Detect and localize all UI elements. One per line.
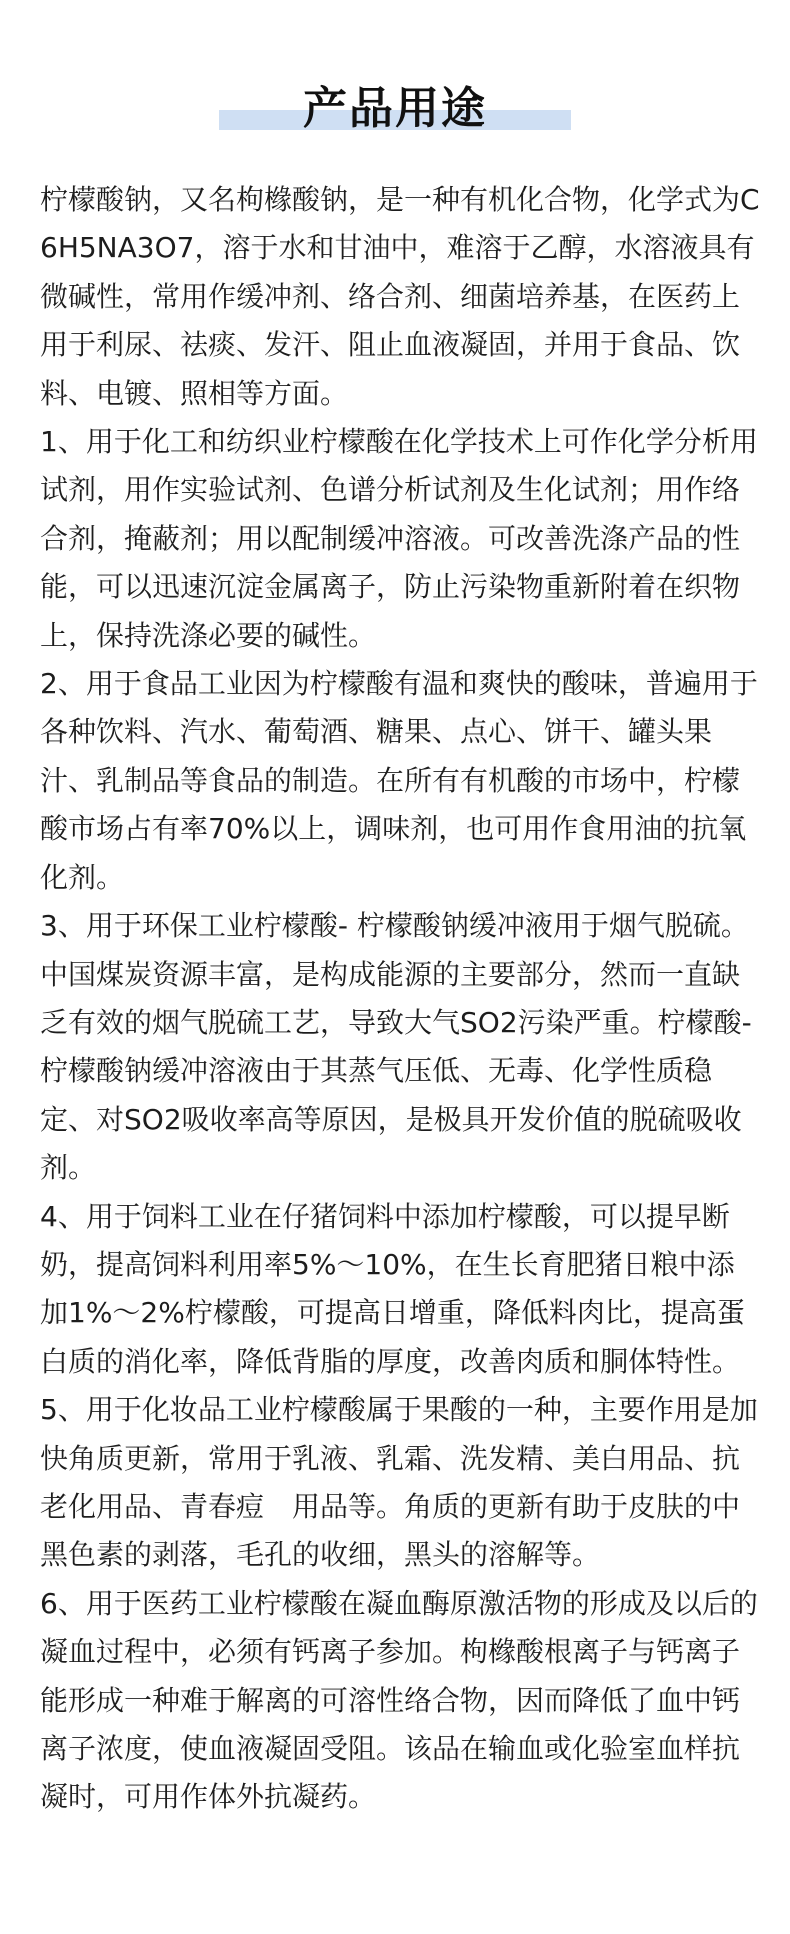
usage-food-industry: 2、用于食品工业因为柠檬酸有温和爽快的酸味，普遍用于各种饮料、汽水、葡萄酒、糖果、点心、饼干、罐头果汁、乳制品等食品的制造。在所有有机酸的市场中，柠檬酸市场占有率70%以上，调味剂，也可用作食用油的抗氧化剂。 [40, 667, 758, 894]
page-title: 产品用途 [303, 83, 487, 134]
usage-environmental: 3、用于环保工业柠檬酸- 柠檬酸钠缓冲液用于烟气脱硫。中国煤炭资源丰富，是构成能源的主要部分，然而一直缺乏有效的烟气脱硫工艺，导致大气SO2污染严重。柠檬酸-柠檬酸钠缓冲溶液由于其蒸气压低、无毒、化学性质稳定、对SO2吸收率高等原因，是极具开发价值的脱硫吸收剂。 [40, 909, 752, 1185]
usage-pharmaceutical: 6、用于医药工业柠檬酸在凝血酶原激活物的形成及以后的凝血过程中，必须有钙离子参加。枸橼酸根离子与钙离子能形成一种难于解离的可溶性络合物，因而降低了血中钙离子浓度，使血液凝固受阻。该品在输血或化验室血样抗凝时，可用作体外抗凝药。 [40, 1586, 758, 1814]
section-header [0, 68, 790, 138]
usage-cosmetics: 5、用于化妆品工业柠檬酸属于果酸的一种，主要作用是加快角质更新，常用于乳液、乳霜、洗发精、美白用品、抗老化用品、青春痘 用品等。角质的更新有助于皮肤的中黑色素的剥落，毛孔的收细，黑头的溶解等。 [40, 1393, 758, 1572]
article-body [40, 176, 762, 1822]
intro-paragraph: 柠檬酸钠，又名枸橼酸钠，是一种有机化合物，化学式为C6H5NA3O7，溶于水和甘油中，难溶于乙醇，水溶液具有微碱性，常用作缓冲剂、络合剂、细菌培养基，在医药上用于利尿、祛痰、发汗、阻止血液凝固，并用于食品、饮料、电镀、照相等方面。 [40, 183, 760, 410]
usage-chemical-textile: 1、用于化工和纺织业柠檬酸在化学技术上可作化学分析用试剂，用作实验试剂、色谱分析试剂及生化试剂；用作络合剂，掩蔽剂；用以配制缓冲溶液。可改善洗涤产品的性能，可以迅速沉淀金属离子，防止污染物重新附着在织物上，保持洗涤必要的碱性。 [40, 425, 758, 652]
usage-feed-industry: 4、用于饲料工业在仔猪饲料中添加柠檬酸，可以提早断奶，提高饲料利用率5%～10%，在生长育肥猪日粮中添加1%～2%柠檬酸，可提高日增重，降低料肉比，提高蛋白质的消化率，降低背脂的厚度，改善肉质和胴体特性。 [40, 1199, 745, 1378]
